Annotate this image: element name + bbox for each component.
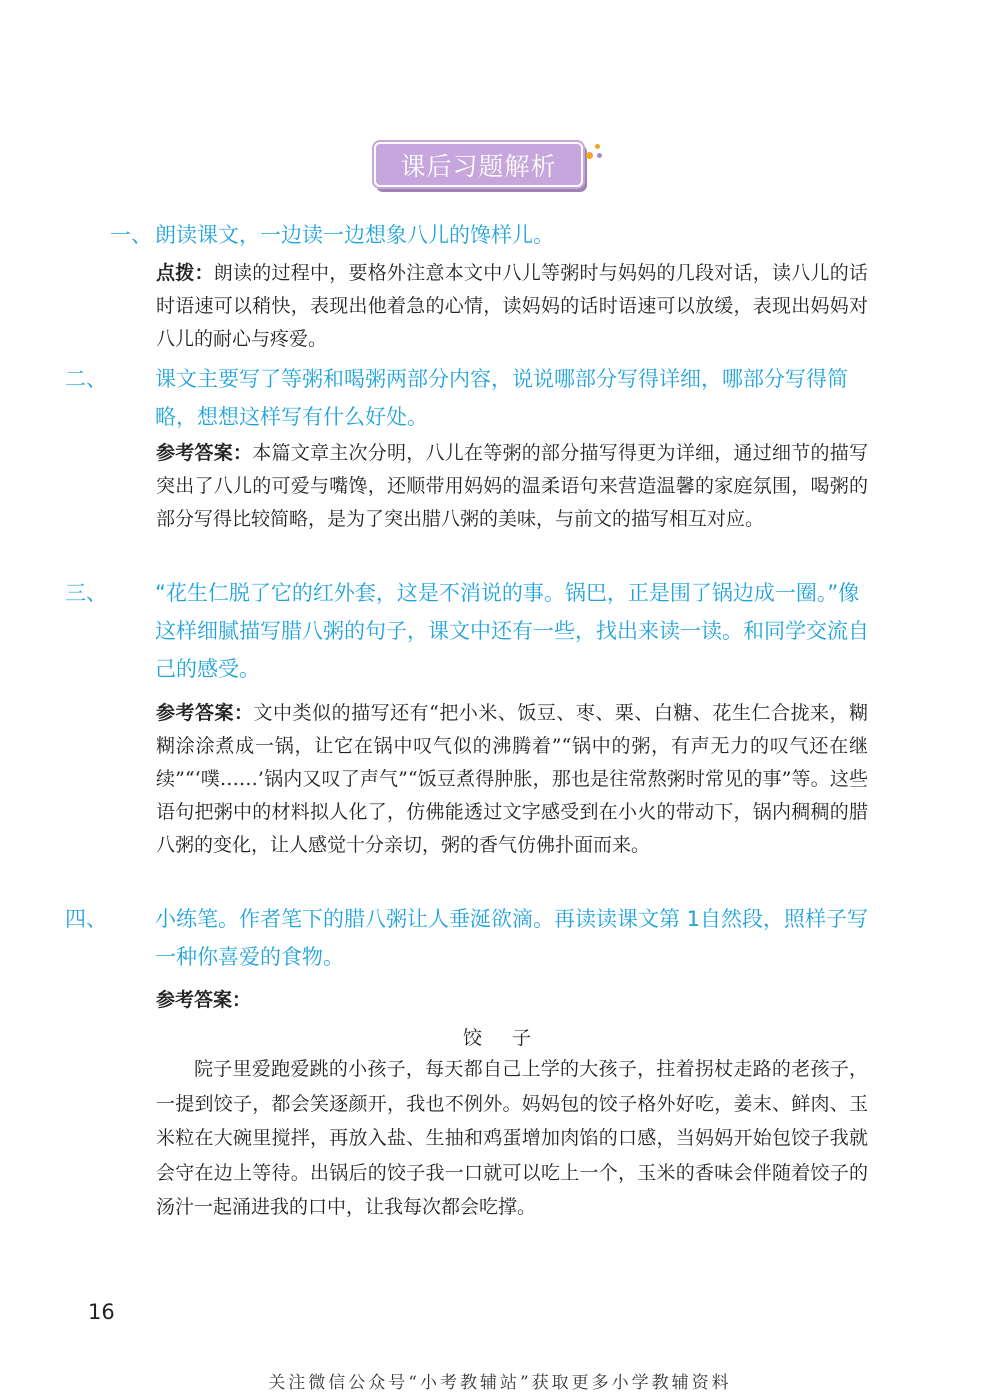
answer-text: 文中类似的描写还有“把小米、饭豆、枣、栗、白糖、花生仁合拢来，糊糊涂涂煮成一锅，让它在锅中叹气似的沸腾着”“锅中的粥，有声无力的叹气还在继续”“‘噗……’锅内又叹了声气”“饭豆煮得肿胀，那也是往常熬粥时常见的事”等。这些语句把粥中的材料拟人化了，仿佛能透过文字感受到在小火的带动下，锅内稠稠的腊八粥的变化，让人感觉十分亲切，粥的香气仿佛扑面而来。 xyxy=(156,702,868,856)
question-text: 课文主要写了等粥和喝粥两部分内容，说说哪部分写得详细，哪部分写得简略，想想这样写有什么好处。 xyxy=(155,367,848,429)
question-text: “花生仁脱了它的红外套，这是不消说的事。锅巴，正是围了锅边成一圈。”像这样细腻描写腊八粥的句子，课文中还有一些，找出来读一读。和同学交流自己的感受。 xyxy=(155,581,869,681)
page-number: 16 xyxy=(88,1300,115,1324)
answer-3 xyxy=(156,697,868,862)
answer-1 xyxy=(156,257,868,356)
question-text: 小练笔。作者笔下的腊八粥让人垂涎欲滴。再读读课文第 1自然段，照样子写 一种你喜爱的食物。 xyxy=(155,907,869,969)
essay-title: 饺子 xyxy=(462,1027,561,1049)
answer-label: 点拨： xyxy=(156,262,214,284)
answer-label: 参考答案： xyxy=(156,989,252,1011)
footer-watermark: 关注微信公众号“小考教辅站”获取更多小学教辅资料 xyxy=(268,1373,732,1393)
answer-label: 参考答案： xyxy=(156,442,253,464)
section-title-badge xyxy=(374,142,583,187)
question-number: 四、 xyxy=(65,907,107,931)
question-1 xyxy=(110,216,870,254)
decoration-dots-icon xyxy=(586,144,606,160)
question-number: 一、 xyxy=(110,223,152,247)
answer-text: 朗读的过程中，要格外注意本文中八儿等粥时与妈妈的几段对话，读八儿的话时语速可以稍快，表现出他着急的心情，读妈妈的话时语速可以放缓，表现出妈妈对八儿的耐心与疼爱。 xyxy=(156,262,868,350)
question-4 xyxy=(65,900,870,976)
answer-text: 本篇文章主次分明，八儿在等粥的部分描写得更为详细，通过细节的描写突出了八儿的可爱与嘴馋，还顺带用妈妈的温柔语句来营造温馨的家庭氛围，喝粥的部分写得比较简略，是为了突出腊八粥的美味，与前文的描写相互对应。 xyxy=(156,442,868,530)
question-number: 二、 xyxy=(65,367,107,391)
question-3 xyxy=(65,574,870,688)
question-2 xyxy=(65,360,870,436)
question-number: 三、 xyxy=(65,581,107,605)
section-title: 课后习题解析 xyxy=(400,151,557,181)
answer-4 xyxy=(156,984,868,1017)
answer-label: 参考答案： xyxy=(156,702,254,724)
answer-2 xyxy=(156,437,868,536)
question-text: 朗读课文，一边读一边想象八儿的馋样儿。 xyxy=(155,223,554,247)
essay-body: 院子里爱跑爱跳的小孩子，每天都自己上学的大孩子，拄着拐杖走路的老孩子，一提到饺子，都会笑逐颜开，我也不例外。妈妈包的饺子格外好吃，姜末、鲜肉、玉米粒在大碗里搅拌，再放入盐、生抽和鸡蛋增加肉馅的口感，当妈妈开始包饺子我就会守在边上等待。出锅后的饺子我一口就可以吃上一个，玉米的香味会伴随着饺子的汤汁一起涌进我的口中，让我每次都会吃撑。 xyxy=(156,1058,868,1218)
